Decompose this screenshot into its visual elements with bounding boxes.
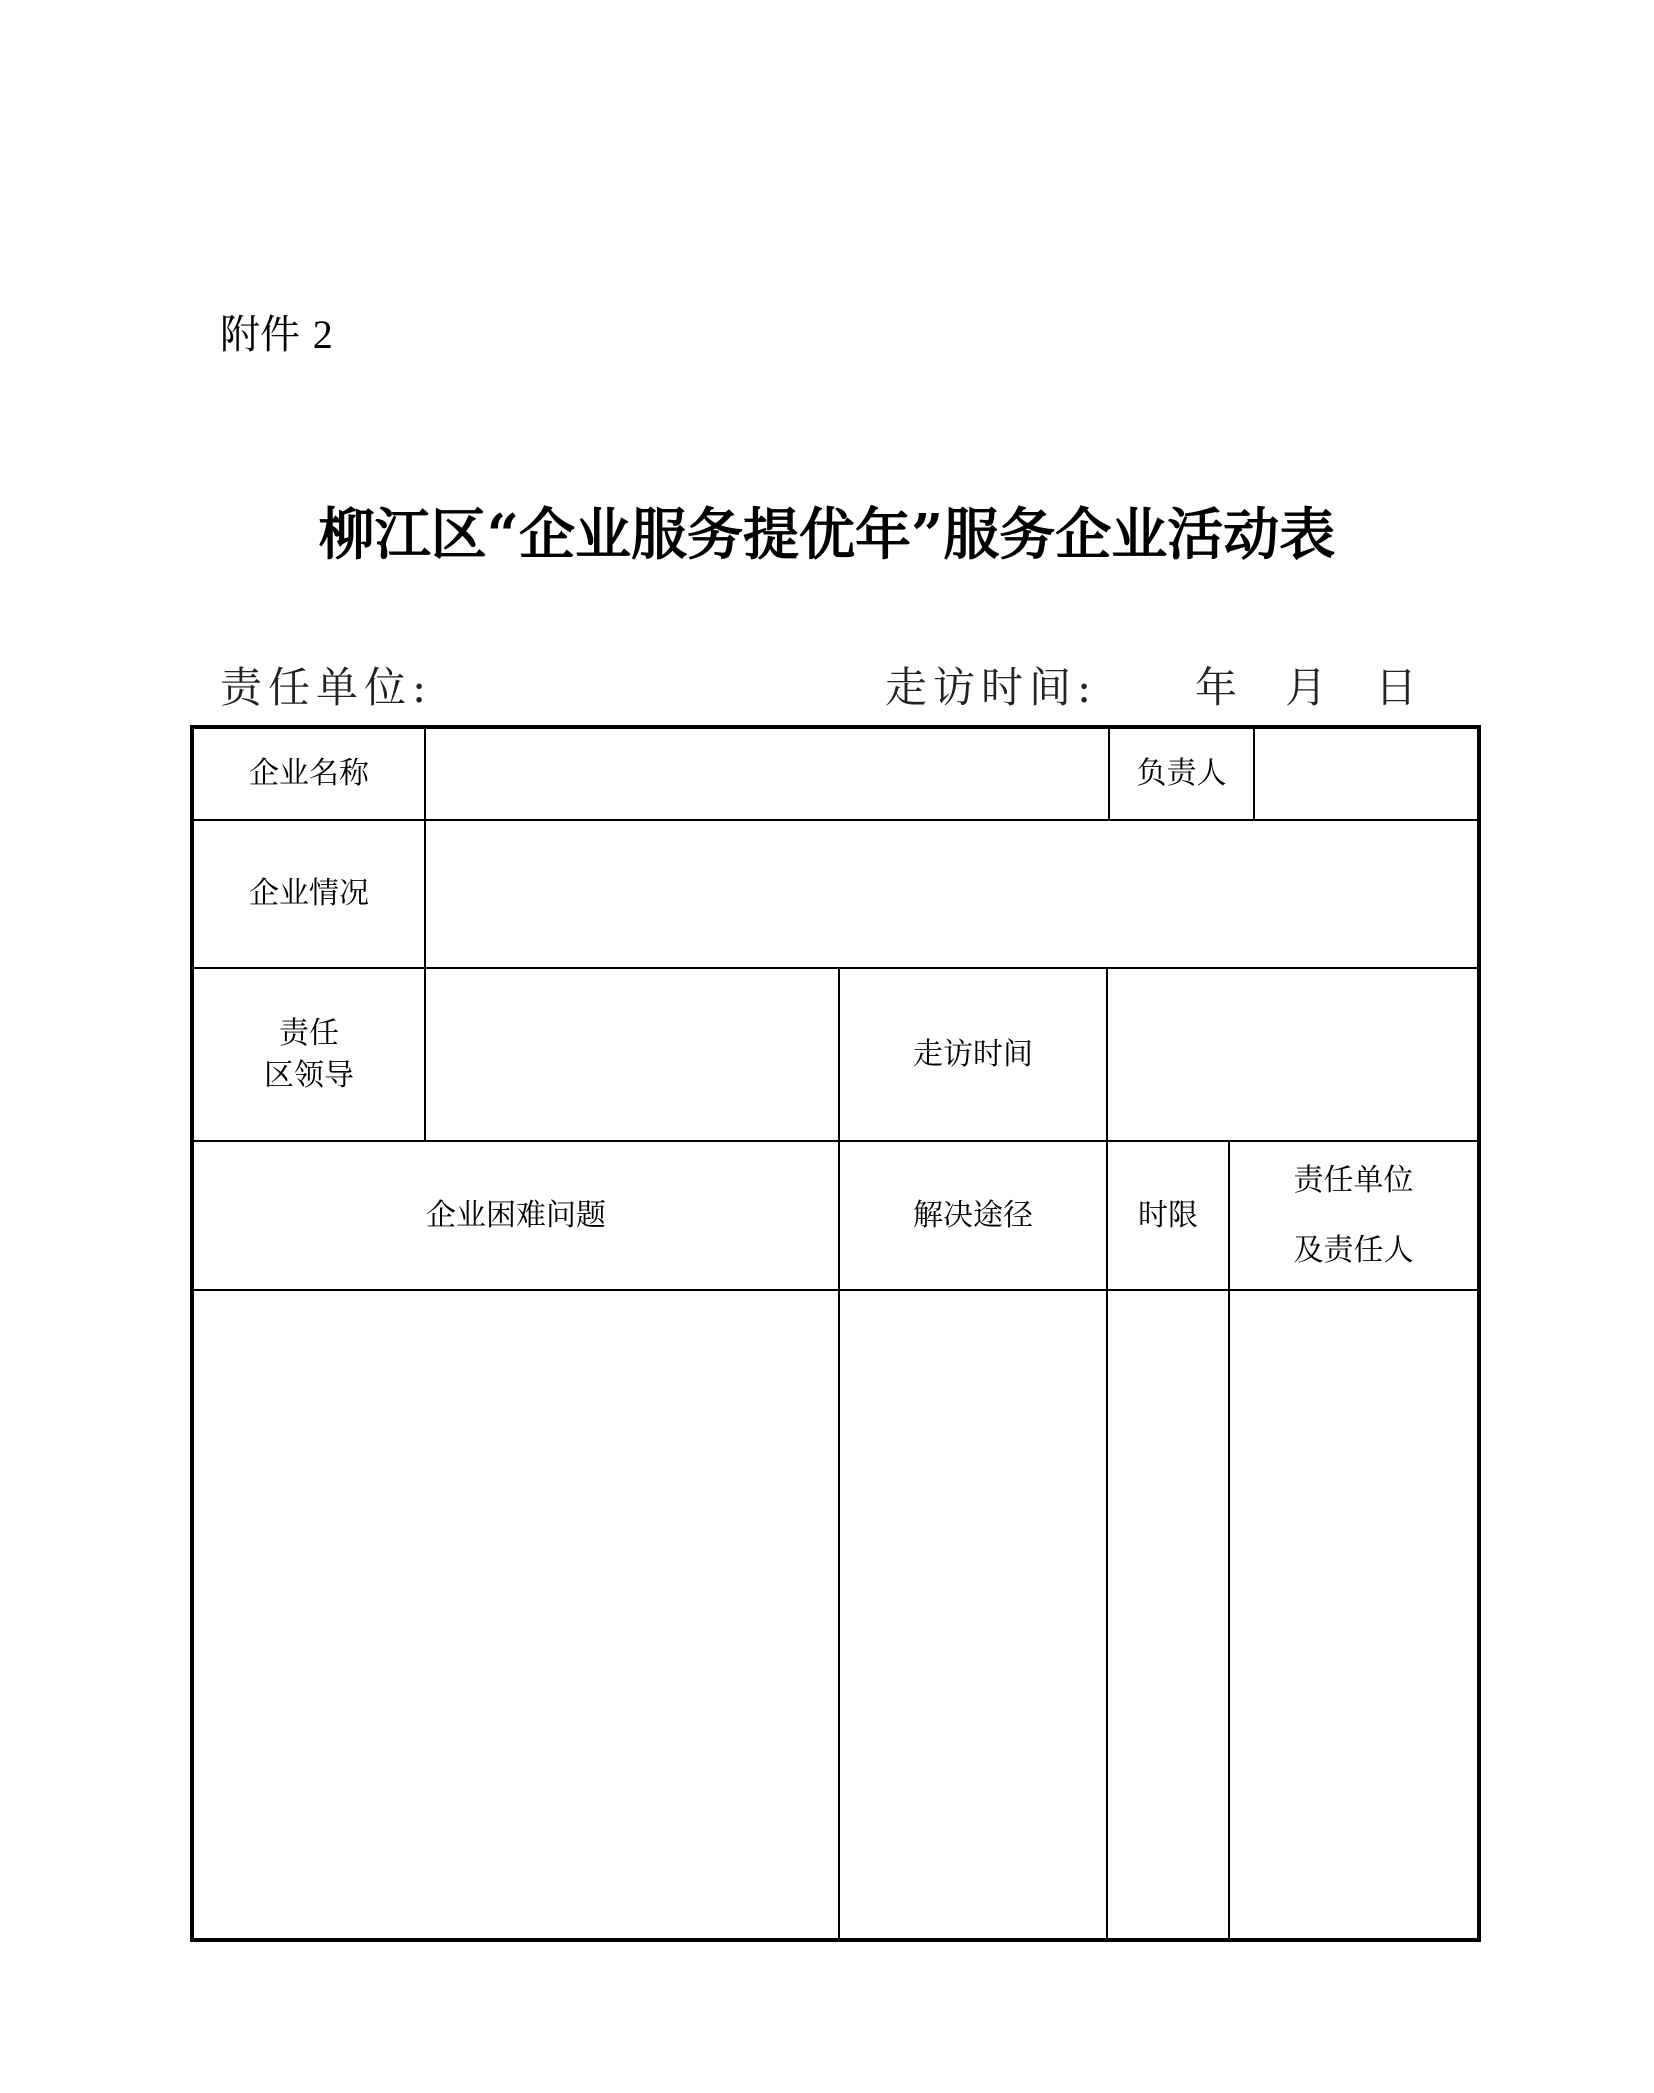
attachment-number: 2 [312,312,333,357]
deadline-field[interactable] [1107,1290,1229,1940]
responsible-unit-line2: 及责任人 [1293,1232,1414,1268]
year-label: 年 [1195,663,1238,712]
responsible-unit-line1: 责任单位 [1293,1162,1414,1198]
company-situation-field[interactable] [425,820,1479,968]
table-row [192,820,1479,968]
responsible-leader-label [192,968,425,1141]
responsible-leader-field[interactable] [425,968,839,1141]
attachment-text: 附件 [220,312,300,358]
table-row [192,968,1479,1141]
person-in-charge-label: 负责人 [1109,727,1254,820]
month-label: 月 [1285,663,1328,712]
difficulty-header: 企业困难问题 [192,1141,839,1290]
responsible-unit-label: 责任单位: [220,663,433,712]
company-situation-label: 企业情况 [192,820,425,968]
deadline-header: 时限 [1107,1141,1229,1290]
page-title: 柳江区“企业服务提优年”服务企业活动表 [318,502,1336,568]
solution-field[interactable] [839,1290,1107,1940]
attachment-label [220,310,333,360]
difficulty-field[interactable] [192,1290,839,1940]
visit-time-field[interactable] [1107,968,1479,1141]
person-in-charge-field[interactable] [1254,727,1479,820]
responsible-leader-line2: 区领导 [264,1057,354,1093]
table-row [192,1141,1479,1290]
solution-header: 解决途径 [839,1141,1107,1290]
visit-time-label: 走访时间: [885,663,1098,712]
responsible-unit-header [1229,1141,1479,1290]
day-label: 日 [1375,663,1418,712]
table-row [192,1290,1479,1940]
visit-time-cell-label: 走访时间 [839,968,1107,1141]
company-name-label: 企业名称 [192,727,425,820]
company-name-field[interactable] [425,727,1109,820]
visit-date [1195,660,1417,716]
main-form-table [190,725,1481,1942]
responsible-leader-line1: 责任 [279,1015,339,1051]
responsible-unit-field[interactable] [1229,1290,1479,1940]
table-row [192,727,1479,820]
